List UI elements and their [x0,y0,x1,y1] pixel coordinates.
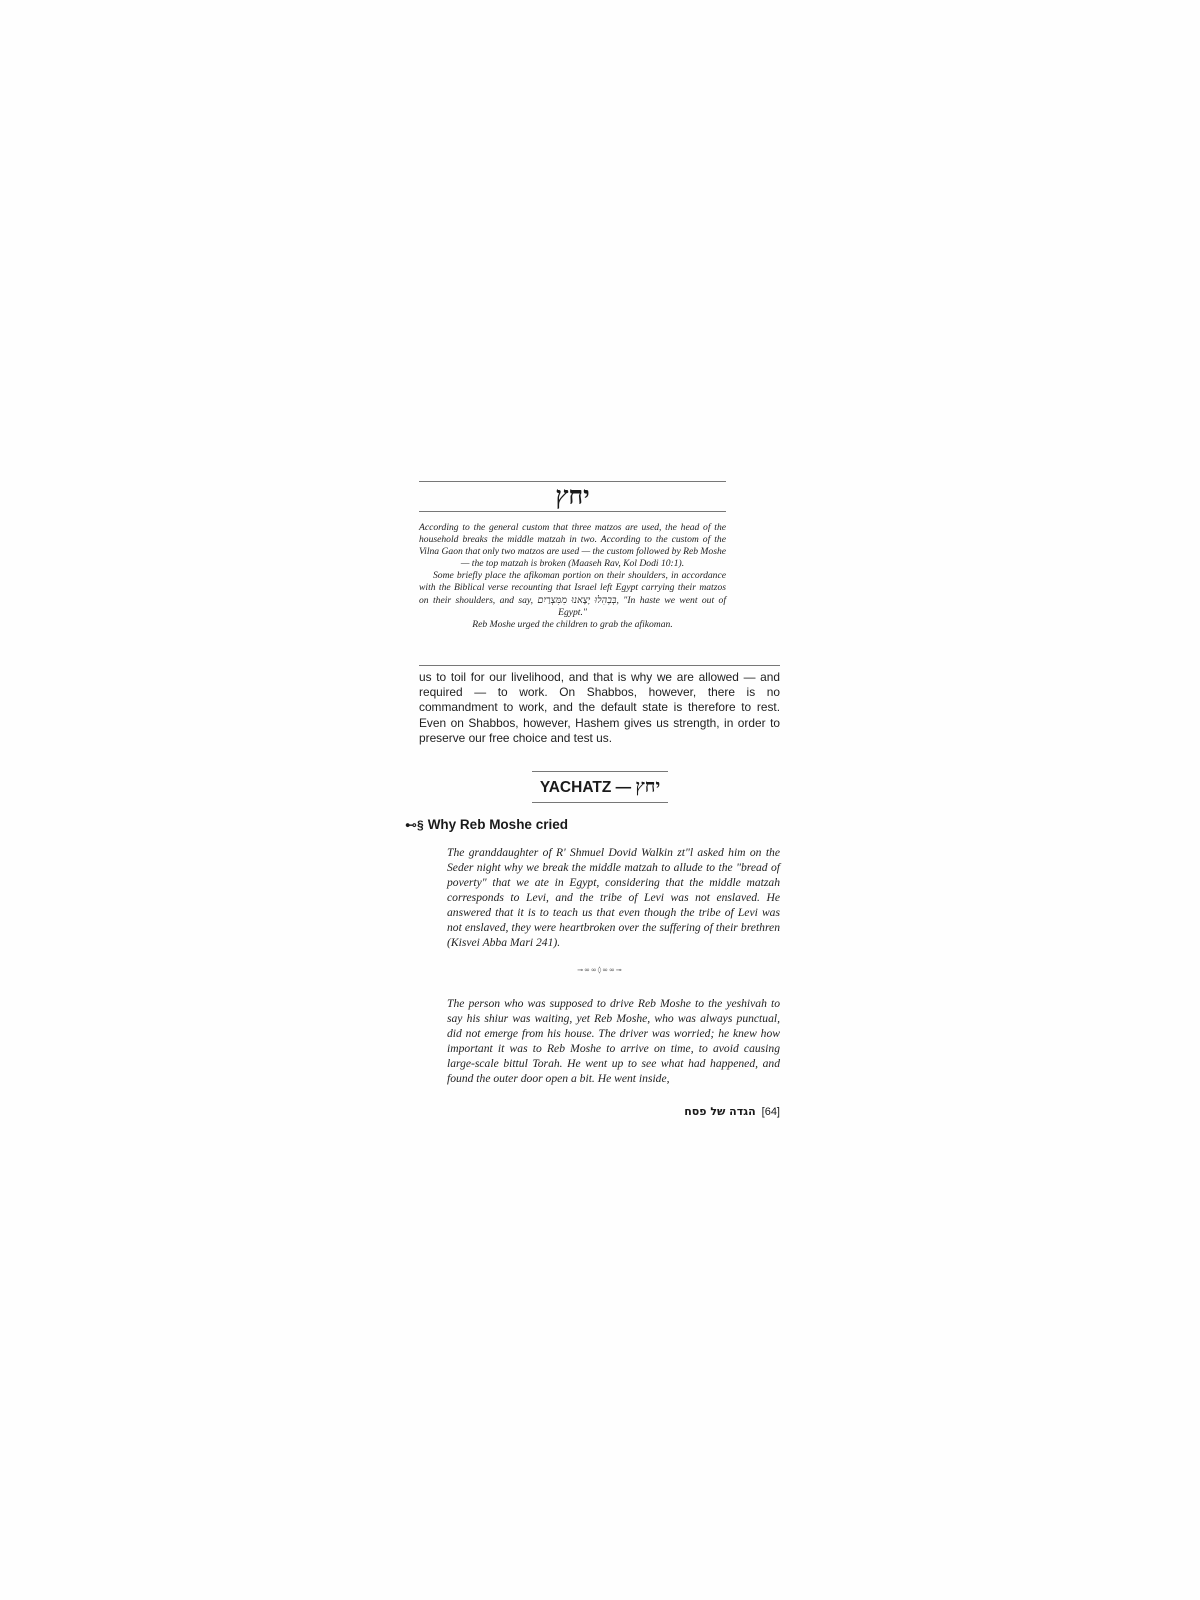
footer-book-title: הגדה של פסח [684,1105,756,1118]
instructions-paragraph: Reb Moshe urged the children to grab the afikoman. [472,618,673,630]
divider-ornament-icon: ⊸∞∞◊∞∞⊸ [577,966,623,974]
section-heading-english: YACHATZ — [539,779,636,796]
page-number: [64] [761,1106,780,1118]
instructions-title: יחץ [555,481,590,510]
instructions-box [419,522,726,631]
story-paragraph: The person who was supposed to drive Reb Moshe to the yeshivah to say his shiur was waiting, yet Reb Moshe, who was always punctual, did not emerge from his house. The driver was worried; he knew how important it was to Reb Moshe to arrive on time, to avoid causing large-scale bittul Torah. He went up to see what had happened, and found the outer door open a bit. He went inside, [447,997,780,1085]
commentary-divider-rule [419,665,780,666]
story-subheading [405,817,568,833]
page-footer [600,1105,780,1119]
instructions-paragraph: According to the general custom that three matzos are used, the head of the household breaks the middle matzah in two. According to the custom of the Vilna Gaon that only two matzos are used — the custom followed by Reb Moshe — the top matzah is broken (Maaseh Rav, Kol Dodi 10:1). [419,522,726,570]
story-paragraph: The granddaughter of R' Shmuel Dovid Walkin zt"l asked him on the Seder night why we break the middle matzah to allude to the "bread of poverty" that we ate in Egypt, considering that the middle matzah corresponds to Levi, and the tribe of Levi was not enslaved. He answered that it is to teach us that even though the tribe of Levi was not enslaved, they were heartbroken over the suffering of their brethren (Kisvei Abba Mari 241). [447,846,780,949]
ornament-icon: ⊷§ [405,818,424,832]
section-heading-hebrew: יחץ [635,776,661,797]
section-heading [532,771,668,803]
instructions-title-rule [419,511,726,512]
instructions-paragraph: Some briefly place the afikoman portion on their shoulders, in accordance with the Biblical verse recounting that Israel left Egypt carrying their matzos on their shoulders, and say, בְּבְהִלוּ יָצָאנוּ מִמִּצְרַיִם, "In haste we went out of Egypt." [419,570,726,618]
story-subheading-text: Why Reb Moshe cried [427,817,568,832]
commentary-paragraph: us to toil for our livelihood, and that is why we are allowed — and required — to work. On Shabbos, however, there is no commandment to work, and the default state is therefore to rest. Even on Shabbos, however, Hashem gives us strength, in order to preserve our free choice and test us. [419,670,780,745]
